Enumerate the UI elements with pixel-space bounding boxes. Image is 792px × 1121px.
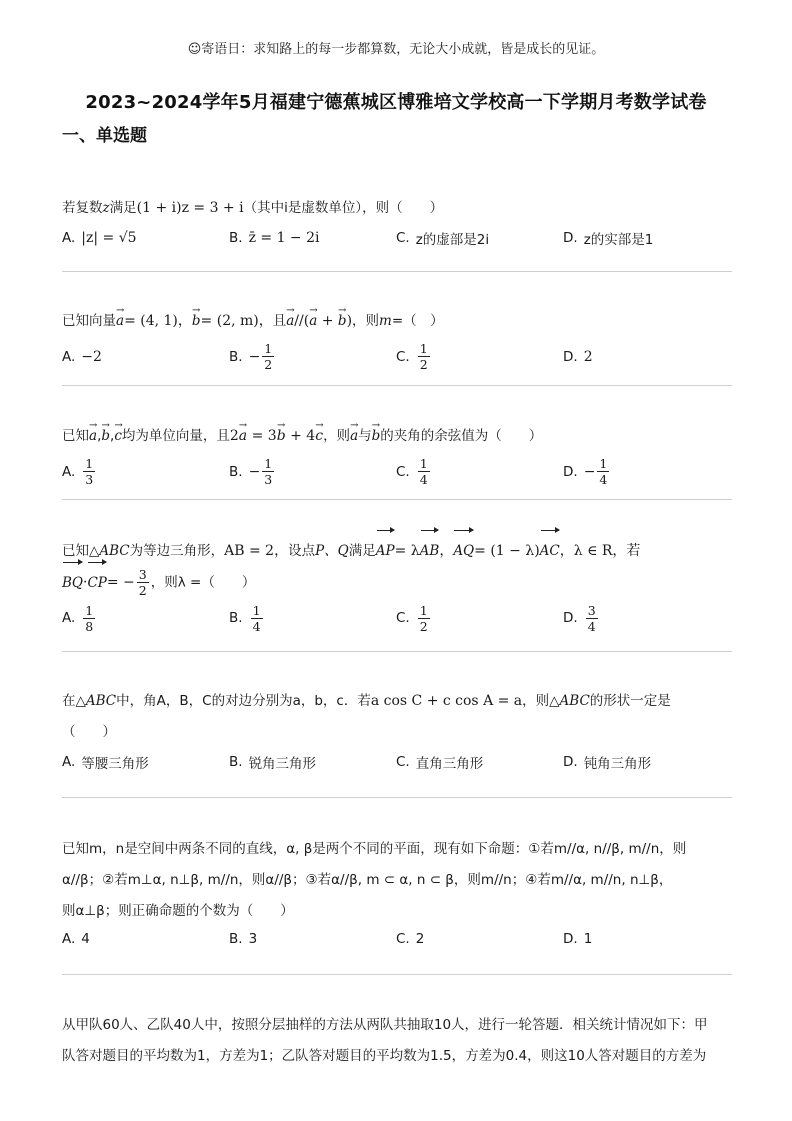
fraction-numerator: 1 [419,602,428,618]
stem-text: =（ ） [391,313,444,329]
option-label: B. [229,463,243,480]
question-divider [62,271,732,272]
stem-text: 满足 [109,200,137,216]
stem-text: （其中i是虚数单位），则（ ） [243,200,444,216]
fraction-denominator: 2 [138,583,147,598]
stem-math: = (4, 1)， [124,313,192,329]
option-label: C. [396,348,410,365]
vector-a: → a [309,306,317,337]
stem-text: ，则 [352,313,380,329]
option-d[interactable] [563,228,730,248]
fraction-numerator: 1 [599,456,608,471]
option-text: z的虚部是2i [415,232,490,248]
vector-bq: BQ [62,568,83,599]
question-stem [62,193,732,224]
option-text: 2 [415,931,425,947]
vector-aq: AQ [453,536,474,567]
option-text: 锐角三角形 [248,756,317,772]
stem-math: 2→ a = 3→ b + 4→ c [230,428,323,444]
fraction-denominator: 2 [264,357,273,372]
option-c[interactable] [396,456,563,487]
fraction-numerator: 1 [419,341,428,356]
stem-math: = (1 − λ) [474,543,540,559]
fraction-denominator: 4 [419,472,428,487]
parallel-symbol: //( [294,313,310,329]
option-text: z的实部是1 [583,232,654,248]
vector-c: → c [114,421,122,452]
question-divider [62,974,732,975]
stem-math: ABC [559,693,590,709]
option-label: D. [563,754,578,770]
option-a[interactable] [62,603,229,634]
option-sign: − [583,463,596,480]
option-label: C. [396,463,410,480]
options-row [62,931,732,947]
option-a[interactable] [62,341,229,372]
question-stem-line-2 [62,567,732,599]
vector-b: → b [192,306,201,337]
option-fraction [597,456,609,487]
stem-math: ABC [85,693,117,709]
stem-text: 的夹角的余弦值为（ ） [380,428,543,444]
option-b[interactable] [229,228,396,248]
option-text: |z| = √5 [81,230,137,246]
option-label: D. [563,610,578,626]
stem-math: (1 + i)z = 3 + i [136,200,244,216]
option-label: D. [563,931,578,947]
option-fraction [418,603,430,634]
fraction-numerator: 3 [138,567,147,582]
option-d[interactable] [563,752,730,772]
fraction-numerator: 1 [252,602,261,618]
option-d[interactable] [563,603,730,634]
question-stem: 从甲队60人、乙队40人中，按照分层抽样的方法从两队共抽取10人，进行一轮答题．相关统计情况如下：甲 [62,1017,708,1033]
stem-text: 中，角A，B，C的对边分别为a，b，c．若 [116,693,371,709]
option-b[interactable] [229,456,396,487]
question-stem-line-2 [62,717,732,748]
stem-fraction [137,567,149,598]
option-label: C. [396,931,410,947]
stem-math: ，λ ∈ R，若 [559,543,641,559]
stem-text: 且 [272,313,287,329]
stem-text: 的形状一定是 [589,693,671,709]
vector-b: → b [372,421,381,452]
option-c[interactable] [396,752,563,772]
question-divider [62,797,732,798]
option-fraction [83,603,95,634]
option-b[interactable] [229,603,396,634]
stem-text: 已知向量 [62,313,116,329]
fraction-numerator: 1 [264,341,273,356]
option-c[interactable] [396,931,563,947]
stem-math: = (2, m)， [200,313,273,329]
stem-math: a cos C + c cos A = a [370,693,523,709]
option-text: 2 [583,348,593,365]
option-text: 等腰三角形 [81,756,149,772]
option-text: 4 [81,931,90,947]
option-c[interactable] [396,603,563,634]
vector-a: → a [89,421,97,452]
option-label: A. [62,754,76,770]
stem-math: · [83,574,88,591]
option-text: z̄ = 1 − 2i [248,230,320,246]
option-text: −2 [81,348,102,365]
stem-text: 若复数 [62,200,103,216]
option-fraction [262,341,274,372]
option-a[interactable] [62,931,229,947]
stem-text: 满足 [348,543,376,559]
option-b[interactable] [229,752,396,772]
option-text: 1 [583,931,593,947]
options-row [62,341,732,372]
option-c[interactable] [396,228,563,248]
vector-ap: AP [376,536,395,567]
option-label: D. [563,230,578,246]
vector-a: → a [286,306,294,337]
question-stem [62,306,732,337]
option-label: A. [62,463,76,480]
question-divider [62,385,732,386]
fraction-numerator: 1 [85,456,94,471]
option-fraction [418,456,430,487]
vector-ac: AC [540,536,560,567]
stem-text: 在△ [62,693,86,709]
option-d[interactable] [563,931,730,947]
fraction-denominator: 3 [85,472,94,487]
option-d[interactable] [563,456,730,487]
options-row [62,752,732,772]
paren-symbol: ) [346,313,353,329]
fraction-numerator: 3 [587,602,596,618]
option-label: B. [229,348,243,365]
option-label: D. [563,463,578,480]
stem-math: z [102,200,110,216]
plus-symbol: + [317,313,338,329]
option-label: D. [563,348,578,365]
stem-text: ，则λ =（ ） [150,574,256,591]
section-heading: 一、单选题 [62,126,147,146]
question-6 [62,834,732,947]
option-label: B. [229,610,243,626]
header-motto: ☺寄语日：求知路上的每一步都算数，无论大小成就，皆是成长的见证。 [187,42,605,57]
stem-math: AB = 2， [224,543,289,559]
fraction-denominator: 4 [599,472,608,487]
fraction-numerator: 1 [264,456,273,471]
option-b[interactable] [229,931,396,947]
option-text: 直角三角形 [415,756,484,772]
option-label: C. [396,610,410,626]
stem-math: = − [106,574,135,591]
option-label: A. [62,230,76,246]
option-fraction [83,456,95,487]
stem-text: 与 [358,428,372,444]
option-sign: − [248,463,261,480]
options-row [62,228,732,248]
question-2 [62,306,732,372]
option-label: A. [62,931,76,947]
option-label: B. [229,230,243,246]
vector-b: → b [101,421,110,452]
vector-a: → a [350,421,358,452]
options-row [62,603,732,634]
question-5 [62,686,732,772]
option-a[interactable] [62,752,229,772]
option-label: C. [396,230,410,246]
option-label: A. [62,610,76,626]
stem-text: 为等边三角形， [129,543,225,559]
stem-text: ，则△ [522,693,560,709]
option-a[interactable] [62,456,229,487]
option-label: B. [229,754,243,770]
fraction-denominator: 2 [419,357,428,372]
question-stem: 已知→ a,→ b,→ c均为单位向量，且2→ a = 3→ b + 4→ c，则→ a与→ b的夹角的余弦值为（ ） [62,421,732,452]
question-divider [62,499,732,500]
option-b[interactable] [229,341,396,372]
vector-cp: CP [87,568,106,599]
vector-b: → b [338,306,347,337]
vector-ab: AB [420,536,440,567]
fraction-denominator: 4 [252,618,261,634]
option-label: A. [62,348,76,365]
option-fraction [251,603,263,634]
stem-math: ABC [99,543,130,559]
question-divider [62,651,732,652]
fraction-denominator: 8 [85,618,94,634]
option-fraction [418,341,430,372]
question-stem-line-3: 则α⊥β；则正确命题的个数为（ ） [62,903,294,919]
question-stem-line-2: α//β；②若m⊥α, n⊥β, m//n，则α//β；③若α//β, m ⊂ α, n ⊂ β，则m//n；④若m//α, m//n, n⊥β， [62,872,673,888]
option-fraction [262,456,274,487]
stem-text: 设点 [288,543,316,559]
fraction-numerator: 1 [85,602,94,618]
option-sign: − [248,348,261,365]
option-c[interactable] [396,341,563,372]
page-title: 2023~2024学年5月福建宁德蕉城区博雅培文学校高一下学期月考数学试卷 [85,92,707,113]
options-row [62,456,732,487]
option-d[interactable] [563,341,730,372]
fraction-denominator: 2 [419,618,428,634]
option-fraction [586,603,598,634]
vector-a: → a [116,306,124,337]
question-stem-line-2: 队答对题目的平均数为1，方差为1；乙队答对题目的平均数为1.5，方差为0.4，则这10人答对题目的方差为 [62,1048,707,1064]
stem-text: 已知△ [62,543,100,559]
option-label: C. [396,754,410,770]
question-stem: 已知m，n是空间中两条不同的直线，α, β是两个不同的平面，现有如下命题：①若m//α, n//β, m//n，则 [62,841,687,857]
question-stem [62,686,732,717]
comma: ， [439,543,454,559]
question-3 [62,421,732,487]
stem-text: ，则 [323,428,351,444]
question-7 [62,1010,732,1072]
question-1 [62,193,732,248]
stem-math: P、Q [315,543,349,559]
question-4 [62,536,732,634]
option-a[interactable] [62,228,229,248]
option-label: B. [229,931,243,947]
stem-text: 均为单位向量，且 [121,428,230,444]
fraction-denominator: 4 [587,618,596,634]
fraction-numerator: 1 [419,456,428,471]
fraction-denominator: 3 [264,472,273,487]
stem-math: = λ [394,543,420,559]
stem-math: m [379,313,392,329]
stem-text: 已知 [62,428,89,444]
option-text: 3 [248,931,258,947]
question-stem [62,536,732,567]
stem-text: （ ） [62,724,116,740]
option-text: 钝角三角形 [583,756,652,772]
